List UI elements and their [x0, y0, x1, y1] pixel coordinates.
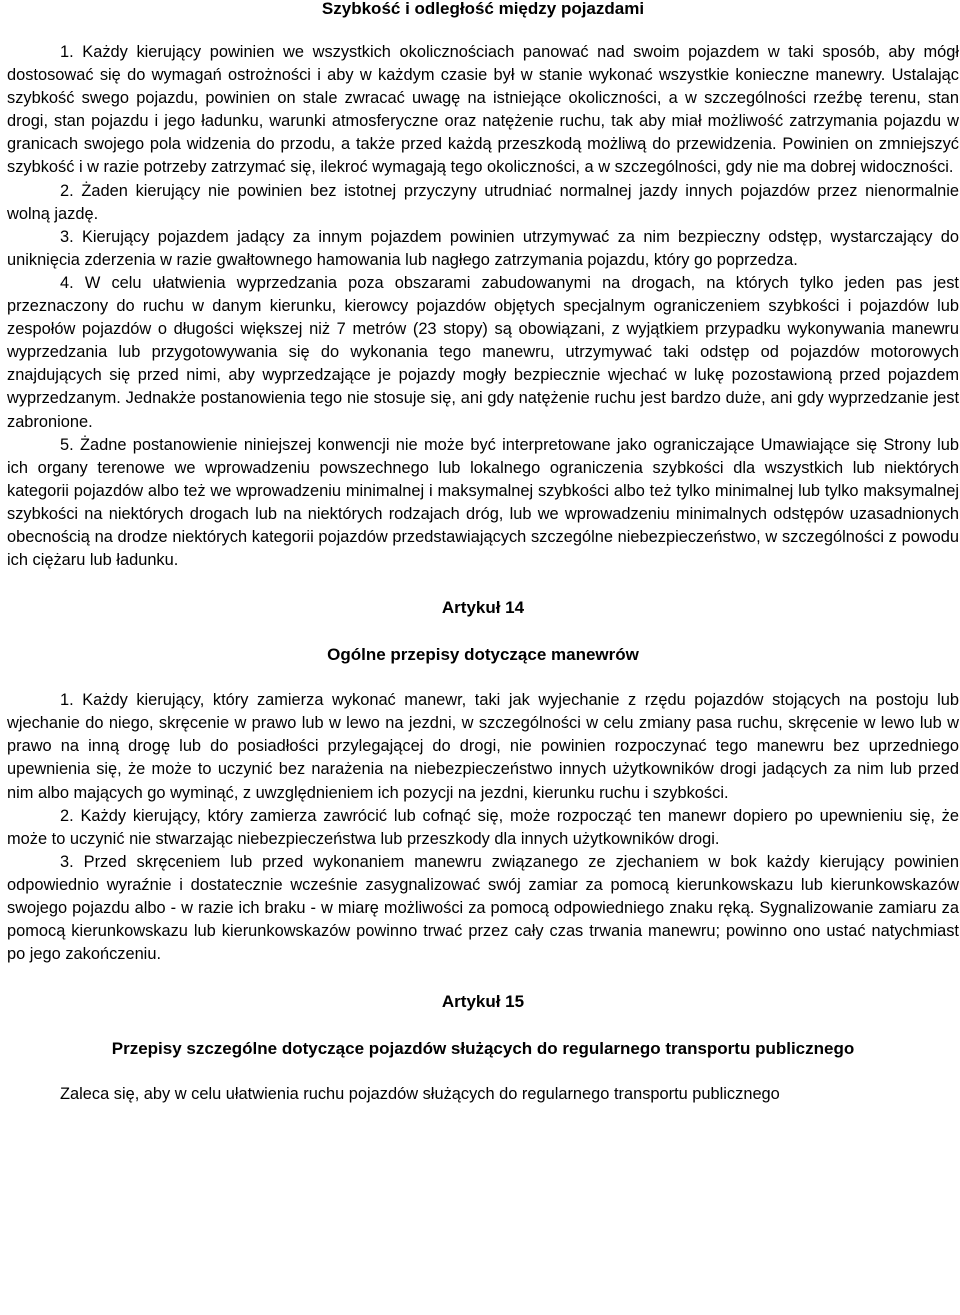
paragraph-13-1: 1. Każdy kierujący powinien we wszystkich okolicznościach panować nad swoim pojazdem w taki sposób, aby mógł dostosować się do wymagań ostrożności i aby w każdym czasie był w stanie wykonać wszystkie konieczne manewry. Ustalając szybkość swego pojazdu, powinien on stale zwracać uwagę na istniejące okoliczności, a w szczególności rzeźbę terenu, stan drogi, stan pojazdu i jego ładunku, warunki atmosferyczne oraz natężenie ruchu, tak aby miał możliwość zatrzymania pojazdu w granicach swojego pola widzenia do przodu, a także przed każdą przeszkodą możliwą do przewidzenia. Powinien on zmniejszyć szybkość i w razie potrzeby zatrzymać się, ilekroć wymagają tego okoliczności, a w szczególności, gdy nie ma dobrej widoczności.: [7, 43, 959, 177]
article-15-label: Artykuł 15: [441, 992, 525, 1012]
section-title: Szybkość i odległość między pojazdami: [321, 0, 645, 18]
paragraph-13-5: 5. Żadne postanowienie niniejszej konwencji nie może być interpretowane jako ograniczające Umawiające się Strony lub ich organy terenowe we wprowadzeniu powszechnego lub lokalnego ograniczenia szybkości dla wszystkich lub niektórych kategorii pojazdów albo też we wprowadzeniu minimalnej i maksymalnej szybkości albo też tylko minimalnej lub tylko maksymalnej szybkości na niektórych drogach lub na niektórych rodzajach dróg, lub we wprowadzeniu minimalnych odstępów uzasadnionych obecnością na drodze niektórych kategorii pojazdów przedstawiających szczególne niebezpieczeństwo, w szczególności z powodu ich ciężaru lub ładunku.: [7, 435, 959, 570]
paragraph-13-4: 4. W celu ułatwienia wyprzedzania poza obszarami zabudowanymi na drogach, na których tylko jeden pas jest przeznaczony do ruchu w danym kierunku, kierowcy pojazdów objętych specjalnym ograniczeniem szybkości i pojazdów lub zespołów pojazdów o długości większej niż 7 metrów (23 stopy) są obowiązani, z wyjątkiem przypadku wykonywania manewru wyprzedzania lub przygotowywania się do wykonania tego manewru, utrzymywać taki odstęp od pojazdów motorowych znajdujących się przed nimi, aby wyprzedzające je pojazdy mogły bezpiecznie wjechać w lukę pozostawioną przed pojazdem wyprzedzanym. Jednakże postanowienia tego nie stosuje się, ani gdy natężenie ruchu jest bardzo duże, ani gdy wyprzedzanie jest zabronione.: [7, 273, 959, 431]
paragraph-15-1: Zaleca się, aby w celu ułatwienia ruchu pojazdów służących do regularnego transportu publicznego: [60, 1085, 780, 1104]
paragraph-13-2: 2. Żaden kierujący nie powinien bez istotnej przyczyny utrudniać normalnej jazdy innych pojazdów przez nienormalnie wolną jazdę.: [7, 181, 959, 223]
paragraph-14-1: 1. Każdy kierujący, który zamierza wykonać manewr, taki jak wyjechanie z rzędu pojazdów stojących na postoju lub wjechanie do niego, skręcenie w prawo lub w lewo na jezdni, w szczególności w celu zmiany pasa ruchu, skręcenie w lewo lub w prawo na inną drogę lub do posiadłości przylegającej do drogi, nie powinien rozpoczynać tego manewru bez uprzedniego upewnienia się, że może to uczynić bez narażenia na niebezpieczeństwo innych użytkowników drogi jadących za nim lub przed nim albo mających go wyminąć, z uwzględnieniem ich pozycji na jezdni, kierunku ruchu i szybkości.: [7, 691, 959, 802]
paragraph-13-3: 3. Kierujący pojazdem jadący za innym pojazdem powinien utrzymywać za nim bezpieczny odstęp, wystarczający do uniknięcia zderzenia w razie gwałtownego hamowania lub nagłego zatrzymania pojazdu, który go poprzedza.: [7, 227, 959, 269]
paragraph-14-2: 2. Każdy kierujący, który zamierza zawrócić lub cofnąć się, może rozpocząć ten manewr dopiero po upewnieniu się, że może to uczynić nie stwarzając niebezpieczeństwa lub przeszkody dla innych użytkowników drogi.: [7, 806, 959, 848]
document-page: [7, 0, 959, 1106]
paragraph-14-3: 3. Przed skręceniem lub przed wykonaniem manewru związanego ze zjechaniem w bok każdy kierujący powinien odpowiednio wyraźnie i dostatecznie wcześnie zasygnalizować swój zamiar za pomocą kierunkowskazu lub kierunkowskazów swojego pojazdu albo - w razie ich braku - w miarę możliwości za pomocą odpowiedniego znaku ręką. Sygnalizowanie zamiaru za pomocą kierunkowskazu lub kierunkowskazów powinno trwać przez cały czas trwania manewru; powinno ono ustać natychmiast po jego zakończeniu.: [7, 852, 959, 964]
article-14-title: Ogólne przepisy dotyczące manewrów: [327, 645, 639, 665]
article-14-label: Artykuł 14: [441, 598, 525, 618]
article-15-title: Przepisy szczególne dotyczące pojazdów służących do regularnego transportu publicznego: [111, 1039, 855, 1059]
